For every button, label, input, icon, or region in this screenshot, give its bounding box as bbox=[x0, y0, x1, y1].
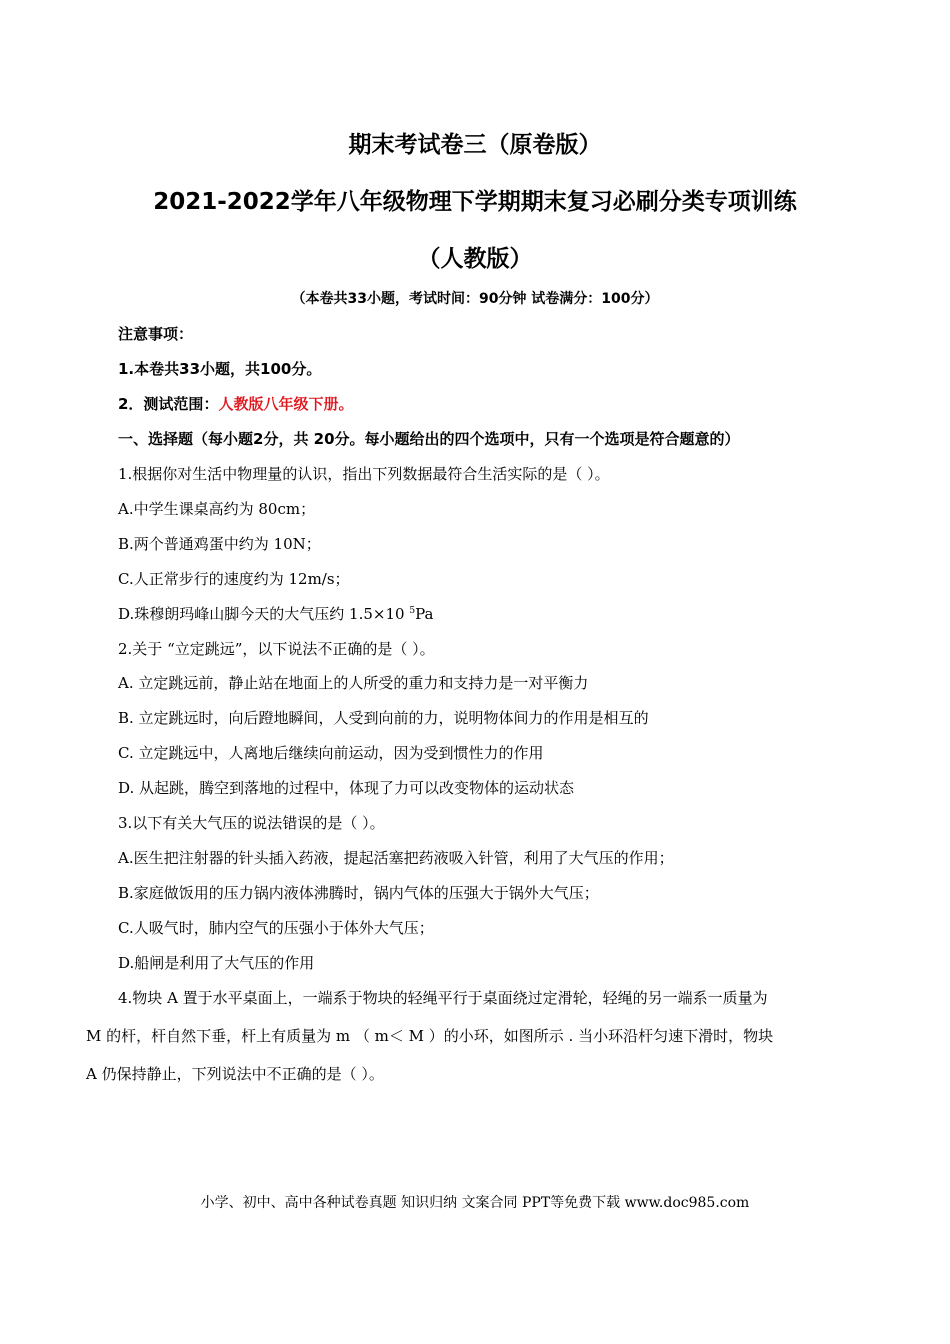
note-2 bbox=[118, 393, 353, 414]
exam-info: （本卷共33小题，考试时间：90分钟 试卷满分：100分） bbox=[291, 291, 659, 307]
doc-title-line2: 2021-2022学年八年级物理下学期期末复习必刷分类专项训练 bbox=[153, 189, 797, 215]
q1-option-d bbox=[118, 603, 433, 624]
exponent: 5 bbox=[409, 606, 416, 616]
q1-option-d-text: D.珠穆朗玛峰山脚今天的大气压约 1.5×10 bbox=[118, 605, 405, 623]
q2-option-a: A. 立定跳远前，静止站在地面上的人所受的重力和支持力是一对平衡力 bbox=[118, 674, 589, 692]
q1-option-c: C.人正常步行的速度约为 12m/s； bbox=[118, 570, 350, 588]
q3-option-d: D.船闸是利用了大气压的作用 bbox=[118, 954, 315, 972]
notes-heading: 注意事项： bbox=[118, 325, 194, 343]
section-heading: 一、选择题（每小题2分，共 20分。每小题给出的四个选项中，只有一个选项是符合题意的） bbox=[118, 430, 740, 448]
q1-option-b: B.两个普通鸡蛋中约为 10N； bbox=[118, 535, 321, 553]
q1-option-a: A.中学生课桌高约为 80cm； bbox=[118, 500, 316, 518]
footer: 小学、初中、高中各种试卷真题 知识归纳 文案合同 PPT等免费下载 www.doc985.com bbox=[200, 1195, 750, 1211]
doc-title: 期末考试卷三（原卷版） bbox=[348, 132, 602, 158]
note-1: 1.本卷共33小题，共100分。 bbox=[118, 360, 322, 378]
question-4-line2: M 的杆，杆自然下垂，杆上有质量为 m （ m＜ M ）的小环，如图所示 . 当小环沿杆匀速下滑时，物块 bbox=[86, 1027, 774, 1045]
q2-option-b: B. 立定跳远时，向后蹬地瞬间，人受到向前的力，说明物体间力的作用是相互的 bbox=[118, 709, 649, 727]
q3-option-b: B.家庭做饭用的压力锅内液体沸腾时，锅内气体的压强大于锅外大气压； bbox=[118, 884, 599, 902]
question-3: 3.以下有关大气压的说法错误的是（ ）。 bbox=[118, 814, 385, 832]
q3-option-a: A.医生把注射器的针头插入药液，提起活塞把药液吸入针管，利用了大气压的作用； bbox=[118, 849, 674, 867]
q3-option-c: C.人吸气时，肺内空气的压强小于体外大气压； bbox=[118, 919, 434, 937]
question-4-line3: A 仍保持静止，下列说法中不正确的是（ ）。 bbox=[86, 1065, 384, 1083]
q2-option-d: D. 从起跳，腾空到落地的过程中，体现了力可以改变物体的运动状态 bbox=[118, 779, 575, 797]
doc-title-line3: （人教版） bbox=[417, 246, 533, 272]
question-4-line1: 4.物块 A 置于水平桌面上，一端系于物块的轻绳平行于桌面绕过定滑轮，轻绳的另一端系一质量为 bbox=[118, 989, 768, 1007]
note-2-scope: 人教版八年级下册。 bbox=[218, 395, 354, 413]
question-2: 2.关于 “立定跳远”，以下说法不正确的是（ ）。 bbox=[118, 640, 435, 658]
q2-option-c: C. 立定跳远中，人离地后继续向前运动，因为受到惯性力的作用 bbox=[118, 744, 544, 762]
question-1: 1.根据你对生活中物理量的认识，指出下列数据最符合生活实际的是（ ）。 bbox=[118, 465, 610, 483]
unit: Pa bbox=[415, 605, 434, 623]
note-2-label: 2．测试范围： bbox=[118, 395, 219, 413]
